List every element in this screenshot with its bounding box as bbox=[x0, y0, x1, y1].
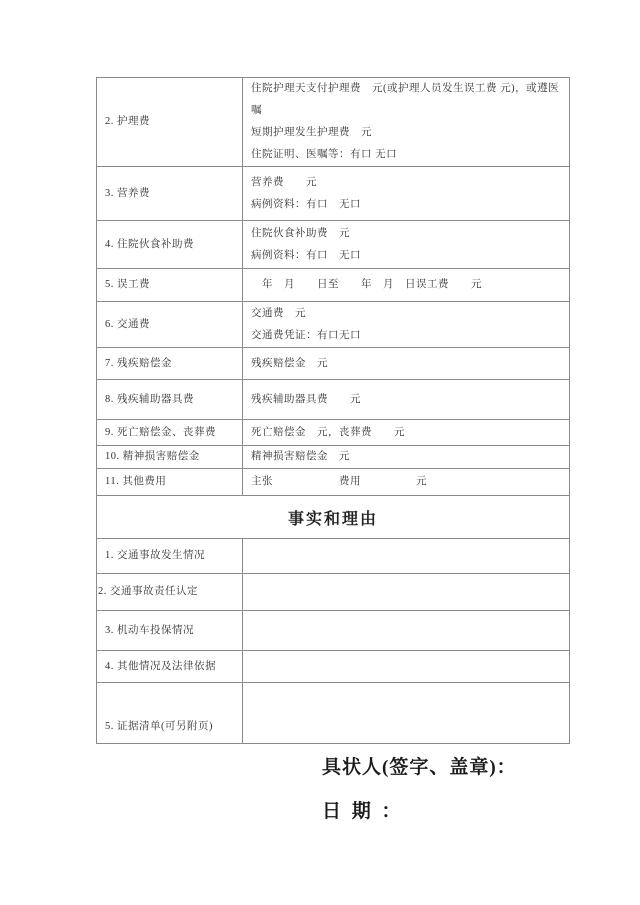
table-row bbox=[97, 651, 570, 683]
table-row bbox=[97, 167, 570, 221]
row-nutrition-fee-content bbox=[243, 167, 570, 221]
fill-in-line: 住院护理天支付护理费 元(或护理人员发生误工费 元)，或遵医嘱 bbox=[251, 83, 560, 116]
fill-in-line: 残疾赔偿金 元 bbox=[251, 357, 328, 369]
row-accident-liability-content bbox=[243, 574, 570, 611]
fill-in-line: 残疾辅助器具费 元 bbox=[251, 393, 361, 405]
row-disability-compensation-content bbox=[243, 348, 570, 380]
fill-in-line: 死亡赔偿金 元，丧葬费 元 bbox=[251, 426, 405, 438]
row-vehicle-insurance-content bbox=[243, 611, 570, 651]
table-row bbox=[97, 78, 570, 167]
table-row bbox=[97, 302, 570, 348]
row-other-legal-basis-label: 4. 其他情况及法律依据 bbox=[97, 651, 243, 683]
fill-in-line: 年 月 日至 年 月 日误工费 元 bbox=[251, 279, 482, 290]
row-hospital-food-allowance-content bbox=[243, 221, 570, 269]
row-mental-damage-content bbox=[243, 446, 570, 469]
fill-in-line: 交通费 元 bbox=[251, 307, 306, 319]
table-row bbox=[97, 420, 570, 446]
row-transportation-fee-content bbox=[243, 302, 570, 348]
row-hospital-food-allowance-label: 4. 住院伙食补助费 bbox=[97, 221, 243, 269]
fill-in-line: 精神损害赔偿金 元 bbox=[251, 451, 350, 462]
row-death-funeral-fee-label: 9. 死亡赔偿金、丧葬费 bbox=[97, 420, 243, 446]
row-nursing-fee-content bbox=[243, 78, 570, 167]
row-lost-work-fee-content bbox=[243, 269, 570, 302]
facts-section-title: 事实和理由 bbox=[97, 496, 570, 539]
table-row bbox=[97, 446, 570, 469]
compensation-claim-table bbox=[96, 77, 570, 744]
row-disability-aids-fee-content bbox=[243, 380, 570, 420]
table-row bbox=[97, 611, 570, 651]
row-vehicle-insurance-label: 3. 机动车投保情况 bbox=[97, 611, 243, 651]
row-disability-compensation-label: 7. 残疾赔偿金 bbox=[97, 348, 243, 380]
table-row bbox=[97, 683, 570, 744]
row-evidence-list-content bbox=[243, 683, 570, 744]
table-row bbox=[97, 221, 570, 269]
table-row bbox=[97, 269, 570, 302]
row-nutrition-fee-label: 3. 营养费 bbox=[97, 167, 243, 221]
table-row bbox=[97, 574, 570, 611]
fill-in-line: 主张 费用 元 bbox=[251, 476, 427, 487]
row-lost-work-fee-label: 5. 误工费 bbox=[97, 269, 243, 302]
row-transportation-fee-label: 6. 交通费 bbox=[97, 302, 243, 348]
row-other-legal-basis-content bbox=[243, 651, 570, 683]
date-label: 日 期 ： bbox=[322, 801, 404, 822]
signature-block bbox=[322, 752, 517, 823]
row-evidence-list-label: 5. 证据清单(可另附页) bbox=[97, 683, 243, 744]
row-accident-occurrence-label: 1. 交通事故发生情况 bbox=[97, 539, 243, 574]
signature-label: 具状人(签字、盖章)： bbox=[322, 757, 517, 778]
fill-in-line: 短期护理发生护理费 元 bbox=[251, 127, 372, 138]
row-nursing-fee-label: 2. 护理费 bbox=[97, 78, 243, 167]
fill-in-line: 病例资料：有口 无口 bbox=[251, 198, 361, 210]
row-other-fees-content bbox=[243, 469, 570, 496]
table-row bbox=[97, 380, 570, 420]
fill-in-line: 交通费凭证：有口无口 bbox=[251, 329, 361, 341]
row-accident-occurrence-content bbox=[243, 539, 570, 574]
fill-in-line: 病例资料：有口 无口 bbox=[251, 249, 361, 261]
fill-in-line: 住院证明、医嘱等：有口 无口 bbox=[251, 149, 398, 160]
row-death-funeral-fee-content bbox=[243, 420, 570, 446]
row-accident-liability-label: 2. 交通事故责任认定 bbox=[97, 574, 243, 611]
fill-in-line: 营养费 元 bbox=[251, 176, 317, 188]
row-disability-aids-fee-label: 8. 残疾辅助器具费 bbox=[97, 380, 243, 420]
row-other-fees-label: 11. 其他费用 bbox=[97, 469, 243, 496]
section-header-row bbox=[97, 496, 570, 539]
table-row bbox=[97, 469, 570, 496]
table-row bbox=[97, 348, 570, 380]
fill-in-line: 住院伙食补助费 元 bbox=[251, 227, 350, 239]
table-row bbox=[97, 539, 570, 574]
row-mental-damage-label: 10. 精神损害赔偿金 bbox=[97, 446, 243, 469]
